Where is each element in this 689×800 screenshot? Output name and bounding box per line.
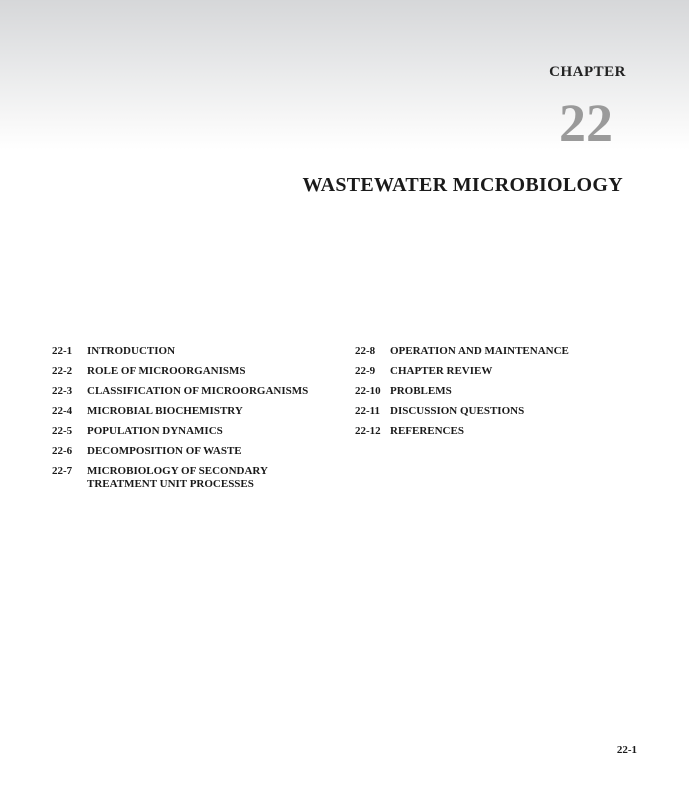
toc-item[interactable]	[355, 365, 645, 378]
toc-item-number: 22-8	[355, 345, 376, 357]
toc-item[interactable]	[52, 445, 342, 458]
toc-item-title: POPULATION DYNAMICS	[87, 425, 223, 437]
toc-item-title: REFERENCES	[390, 425, 464, 437]
toc-item-title: DECOMPOSITION OF WASTE	[87, 445, 242, 457]
toc-item[interactable]	[355, 405, 645, 418]
toc-item-title: MICROBIOLOGY OF SECONDARY TREATMENT UNIT PROCESSES	[87, 465, 268, 490]
toc-item[interactable]	[52, 405, 342, 418]
toc-item[interactable]	[52, 345, 342, 358]
toc-item[interactable]	[52, 365, 342, 378]
toc-item-number: 22-12	[355, 425, 381, 437]
page-number: 22-1	[616, 744, 637, 756]
toc-item-number: 22-11	[355, 405, 381, 417]
toc-item-title: DISCUSSION QUESTIONS	[390, 405, 525, 417]
toc-item-number: 22-3	[52, 385, 73, 397]
toc-item-title: PROBLEMS	[390, 385, 452, 397]
toc-item-title: ROLE OF MICROORGANISMS	[87, 365, 246, 377]
toc-item-number: 22-2	[52, 365, 73, 377]
toc-item-number: 22-10	[355, 385, 381, 397]
toc-item[interactable]	[355, 385, 645, 398]
toc-item-number: 22-5	[52, 425, 73, 437]
chapter-title: WASTEWATER MICROBIOLOGY	[302, 174, 623, 196]
toc-item[interactable]	[52, 465, 342, 491]
chapter-label: CHAPTER	[549, 64, 626, 80]
toc-item-title: CHAPTER REVIEW	[390, 365, 493, 377]
toc-left-column	[52, 345, 342, 498]
toc-item-title: CLASSIFICATION OF MICROORGANISMS	[87, 385, 309, 397]
toc-item-number: 22-1	[52, 345, 73, 357]
chapter-number: 22	[559, 93, 613, 153]
toc-item-number: 22-9	[355, 365, 376, 377]
toc-item-number: 22-6	[52, 445, 73, 457]
toc-item-title: OPERATION AND MAINTENANCE	[390, 345, 569, 357]
toc-item-number: 22-7	[52, 465, 73, 477]
toc-item-number: 22-4	[52, 405, 73, 417]
toc-item[interactable]	[52, 385, 342, 398]
toc-item-title: MICROBIAL BIOCHEMISTRY	[87, 405, 243, 417]
toc-item-title: INTRODUCTION	[87, 345, 176, 357]
toc-right-column	[355, 345, 645, 445]
toc-item[interactable]	[355, 345, 645, 358]
toc-item[interactable]	[52, 425, 342, 438]
toc-item[interactable]	[355, 425, 645, 438]
